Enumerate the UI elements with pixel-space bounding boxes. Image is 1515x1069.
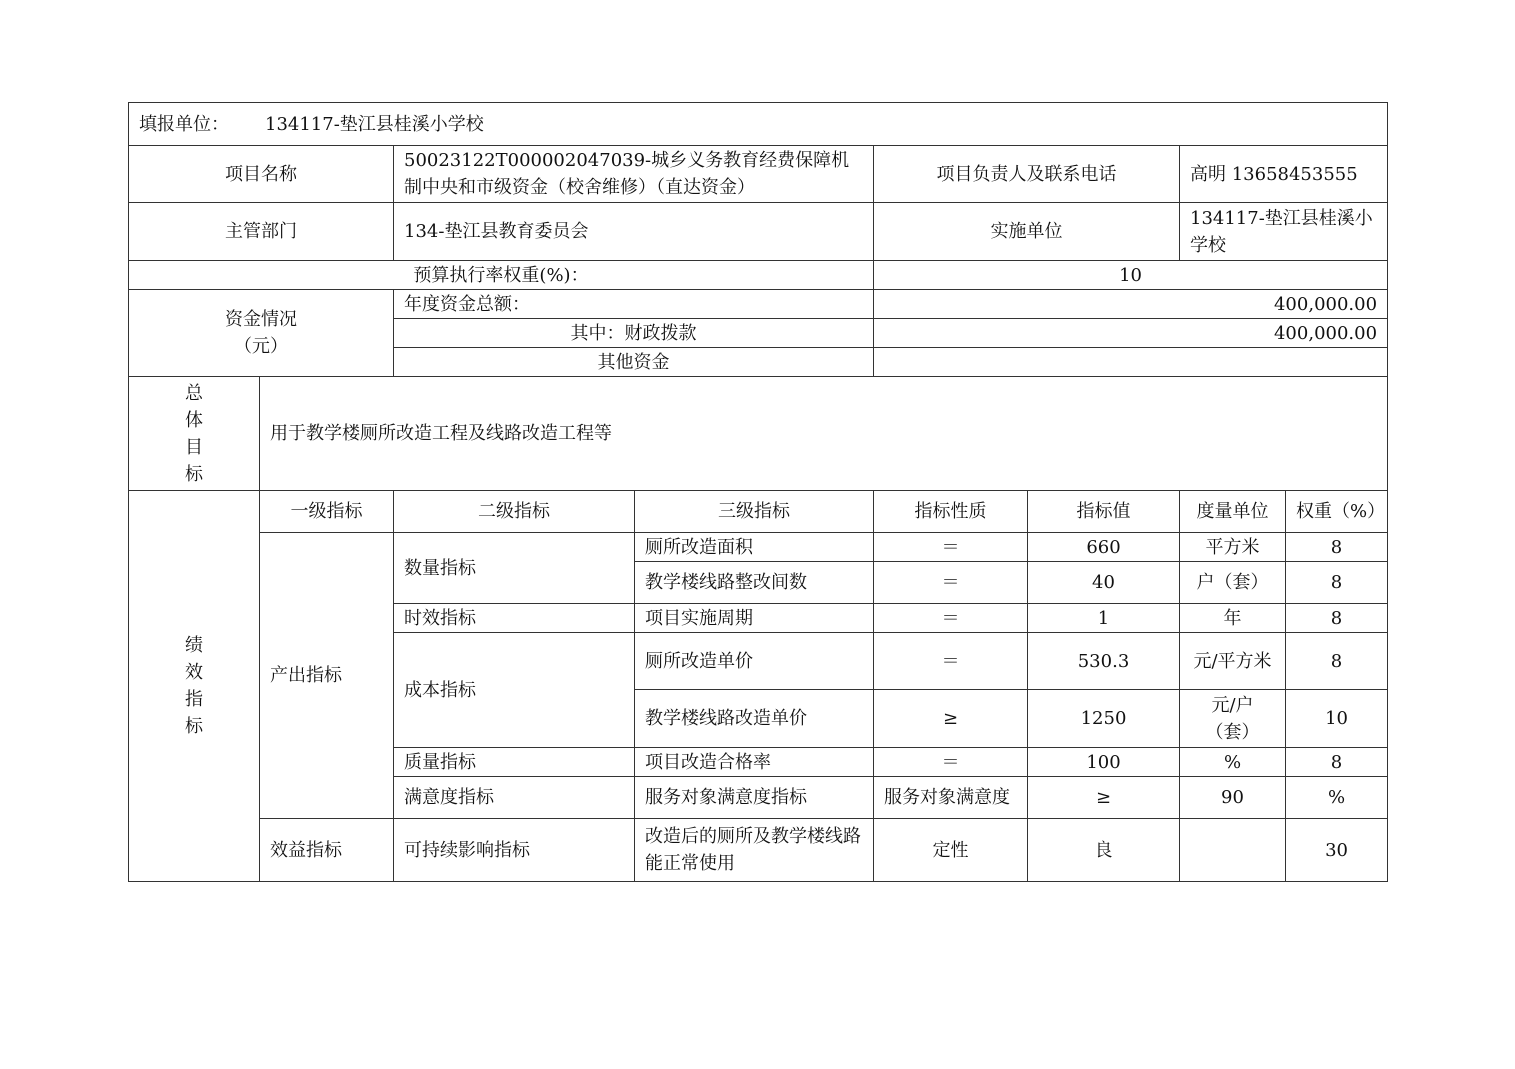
header-level1: 一级指标 [260, 491, 394, 533]
level2-quality: 质量指标 [394, 748, 635, 777]
level1-benefit: 效益指标 [260, 819, 394, 882]
indicator-value: 530.3 [1028, 633, 1180, 690]
perf-label-char: 指 [185, 689, 203, 710]
project-name-label: 项目名称 [129, 146, 394, 203]
header-unit: 度量单位 [1180, 491, 1286, 533]
performance-indicators-label [129, 491, 260, 882]
level2-sustainable: 可持续影响指标 [394, 819, 635, 882]
header-level2: 二级指标 [394, 491, 635, 533]
level2-cost: 成本指标 [394, 633, 635, 748]
dept-value: 134-垫江县教育委员会 [394, 203, 874, 261]
goal-label-char: 目 [185, 436, 203, 458]
indicator-unit: % [1286, 777, 1388, 819]
indicator-value: 90 [1180, 777, 1286, 819]
indicator-weight: 8 [1286, 748, 1388, 777]
level1-output: 产出指标 [260, 533, 394, 819]
header-level3: 三级指标 [635, 491, 874, 533]
reporting-unit-value: 134117-垫江县桂溪小学校 [265, 113, 484, 135]
indicator-value: 良 [1028, 819, 1180, 882]
indicator-weight: 8 [1286, 633, 1388, 690]
funds-total-value: 400,000.00 [874, 290, 1388, 319]
indicator-weight: 8 [1286, 604, 1388, 633]
indicator-nature: ≥ [1028, 777, 1180, 819]
indicator-name: 服务对象满意度 [874, 777, 1028, 819]
indicator-weight: 8 [1286, 562, 1388, 604]
funds-total-label: 年度资金总额： [394, 290, 874, 319]
indicator-value: 660 [1028, 533, 1180, 562]
goal-label-char: 体 [185, 409, 203, 431]
indicator-weight: 8 [1286, 533, 1388, 562]
reporting-unit-row [129, 103, 1388, 146]
overall-goal-label [129, 377, 260, 491]
indicator-nature: ≥ [874, 690, 1028, 748]
indicator-value: 1 [1028, 604, 1180, 633]
perf-label-char: 绩 [185, 635, 203, 656]
header-value: 指标值 [1028, 491, 1180, 533]
indicator-unit: 元/户（套） [1180, 690, 1286, 748]
indicator-nature: ＝ [874, 748, 1028, 777]
project-contact-label: 项目负责人及联系电话 [874, 146, 1180, 203]
budget-weight-label: 预算执行率权重(%)： [129, 261, 874, 290]
indicator-unit: % [1180, 748, 1286, 777]
indicator-unit: 户（套） [1180, 562, 1286, 604]
indicator-name: 项目改造合格率 [635, 748, 874, 777]
indicator-nature: ＝ [874, 633, 1028, 690]
goal-label-char: 标 [185, 463, 203, 485]
funds-label-line2: （元） [234, 336, 288, 357]
budget-weight-value: 10 [874, 261, 1388, 290]
indicator-name: 教学楼线路改造单价 [635, 690, 874, 748]
indicator-name: 厕所改造面积 [635, 533, 874, 562]
overall-goal-text: 用于教学楼厕所改造工程及线路改造工程等 [260, 377, 1388, 491]
dept-label: 主管部门 [129, 203, 394, 261]
indicator-nature: ＝ [874, 562, 1028, 604]
level1-satisfaction: 满意度指标 [394, 777, 635, 819]
indicator-name: 教学楼线路整改间数 [635, 562, 874, 604]
header-nature: 指标性质 [874, 491, 1028, 533]
indicator-nature: ＝ [874, 604, 1028, 633]
project-contact-value: 高明 13658453555 [1180, 146, 1388, 203]
level2-service-satisfaction: 服务对象满意度指标 [635, 777, 874, 819]
level2-timeliness: 时效指标 [394, 604, 635, 633]
funds-fiscal-value: 400,000.00 [874, 319, 1388, 348]
funds-other-value [874, 348, 1388, 377]
indicator-nature: 定性 [874, 819, 1028, 882]
impl-unit-value: 134117-垫江县桂溪小学校 [1180, 203, 1388, 261]
indicator-unit: 元/平方米 [1180, 633, 1286, 690]
funds-label-line1: 资金情况 [225, 309, 297, 330]
indicator-unit: 平方米 [1180, 533, 1286, 562]
project-name-value: 50023122T000002047039-城乡义务教育经费保障机制中央和市级资金（校舍维修）（直达资金） [394, 146, 874, 203]
funds-fiscal-label: 其中：财政拨款 [394, 319, 874, 348]
indicator-unit [1180, 819, 1286, 882]
indicator-value: 40 [1028, 562, 1180, 604]
goal-label-char: 总 [185, 382, 203, 404]
indicator-value: 1250 [1028, 690, 1180, 748]
header-weight: 权重（%） [1286, 491, 1388, 533]
performance-goal-form [128, 102, 1388, 882]
level2-quantity: 数量指标 [394, 533, 635, 604]
indicator-name: 改造后的厕所及教学楼线路能正常使用 [635, 819, 874, 882]
funds-label [129, 290, 394, 377]
indicator-unit: 年 [1180, 604, 1286, 633]
indicator-weight: 30 [1286, 819, 1388, 882]
impl-unit-label: 实施单位 [874, 203, 1180, 261]
indicator-value: 100 [1028, 748, 1180, 777]
perf-label-char: 标 [185, 716, 203, 737]
funds-other-label: 其他资金 [394, 348, 874, 377]
indicator-nature: ＝ [874, 533, 1028, 562]
indicator-name: 项目实施周期 [635, 604, 874, 633]
reporting-unit-label: 填报单位： [139, 113, 229, 135]
perf-label-char: 效 [185, 662, 203, 683]
indicator-weight: 10 [1286, 690, 1388, 748]
indicator-name: 厕所改造单价 [635, 633, 874, 690]
